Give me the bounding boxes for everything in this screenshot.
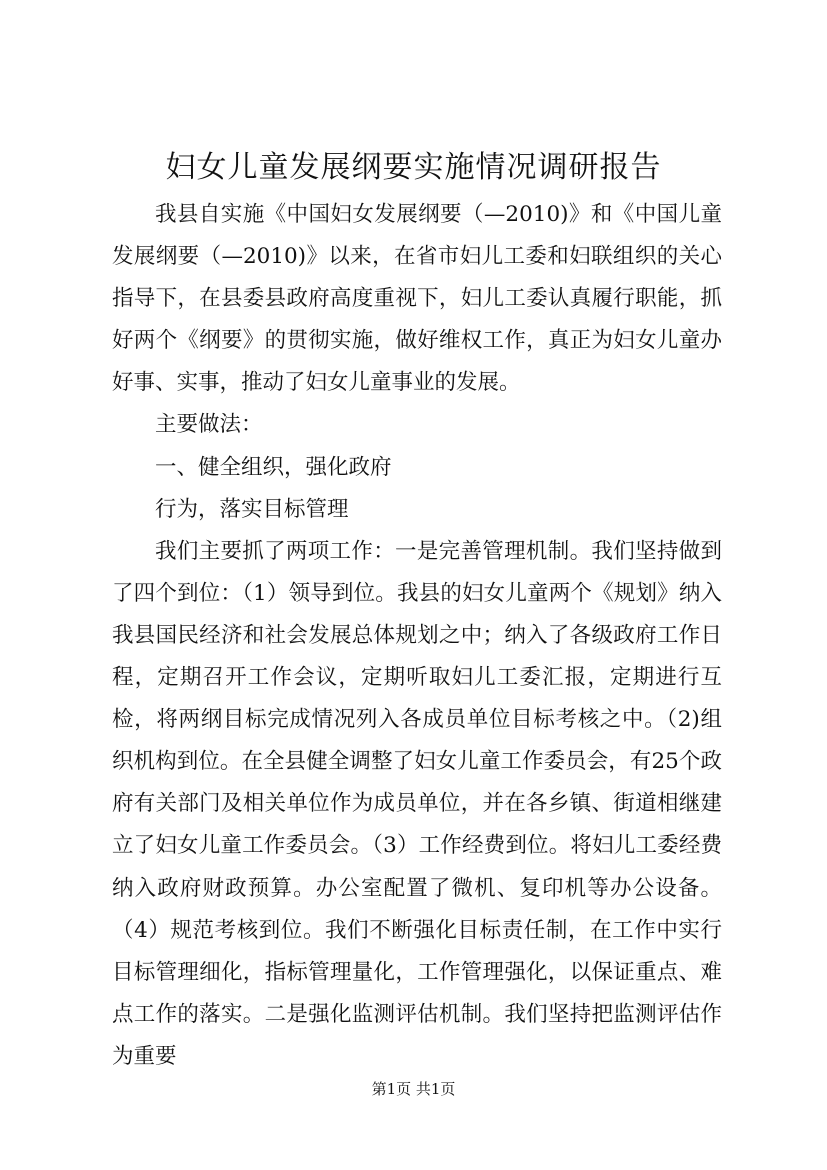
section-heading-1-cont: 行为，落实目标管理 (155, 496, 349, 522)
page-number-footer: 第1页 共1页 (371, 1080, 456, 1098)
page-title: 妇女儿童发展纲要实施情况调研报告 (165, 150, 662, 185)
paragraph-work-details: 我们主要抓了两项工作：一是完善管理机制。我们坚持做到了四个到位：（1）领导到位。我县的妇女儿童两个《规划》纳入我县国民经济和社会发展总体规划之中；纳入了各级政府工作日程，定期召开工作会议，定期听取妇儿工委汇报，定期进行互检，将两纲目标完成情况列入各成员单位目标考核之中。（2)组织机构到位。在全县健全调整了妇女儿童工作委员会，有25个政府有关部门及相关单位作为成员单位，并在各乡镇、街道相继建立了妇女儿童工作委员会。（3）工作经费到位。将妇儿工委经费纳入政府财政预算。办公室配置了微机、复印机等办公设备。（4）规范考核到位。我们不断强化目标责任制，在工作中实行目标管理细化，指标管理量化，工作管理强化，以保证重点、难点工作的落实。二是强化监测评估机制。我们坚持把监测评估作为重要 (112, 538, 722, 1069)
paragraph-main-methods: 主要做法： (155, 412, 263, 438)
paragraph-intro: 我县自实施《中国妇女发展纲要（—2010)》和《中国儿童发展纲要（—2010)》以来，在省市妇儿工委和妇联组织的关心指导下，在县委县政府高度重视下，妇儿工委认真履行职能，抓好两个《纲要》的贯彻实施，做好维权工作，真正为妇女儿童办好事、实事，推动了妇女儿童事业的发展。 (112, 202, 722, 396)
section-heading-1: 一、健全组织，强化政府 (155, 454, 392, 480)
document-body (112, 194, 722, 1078)
